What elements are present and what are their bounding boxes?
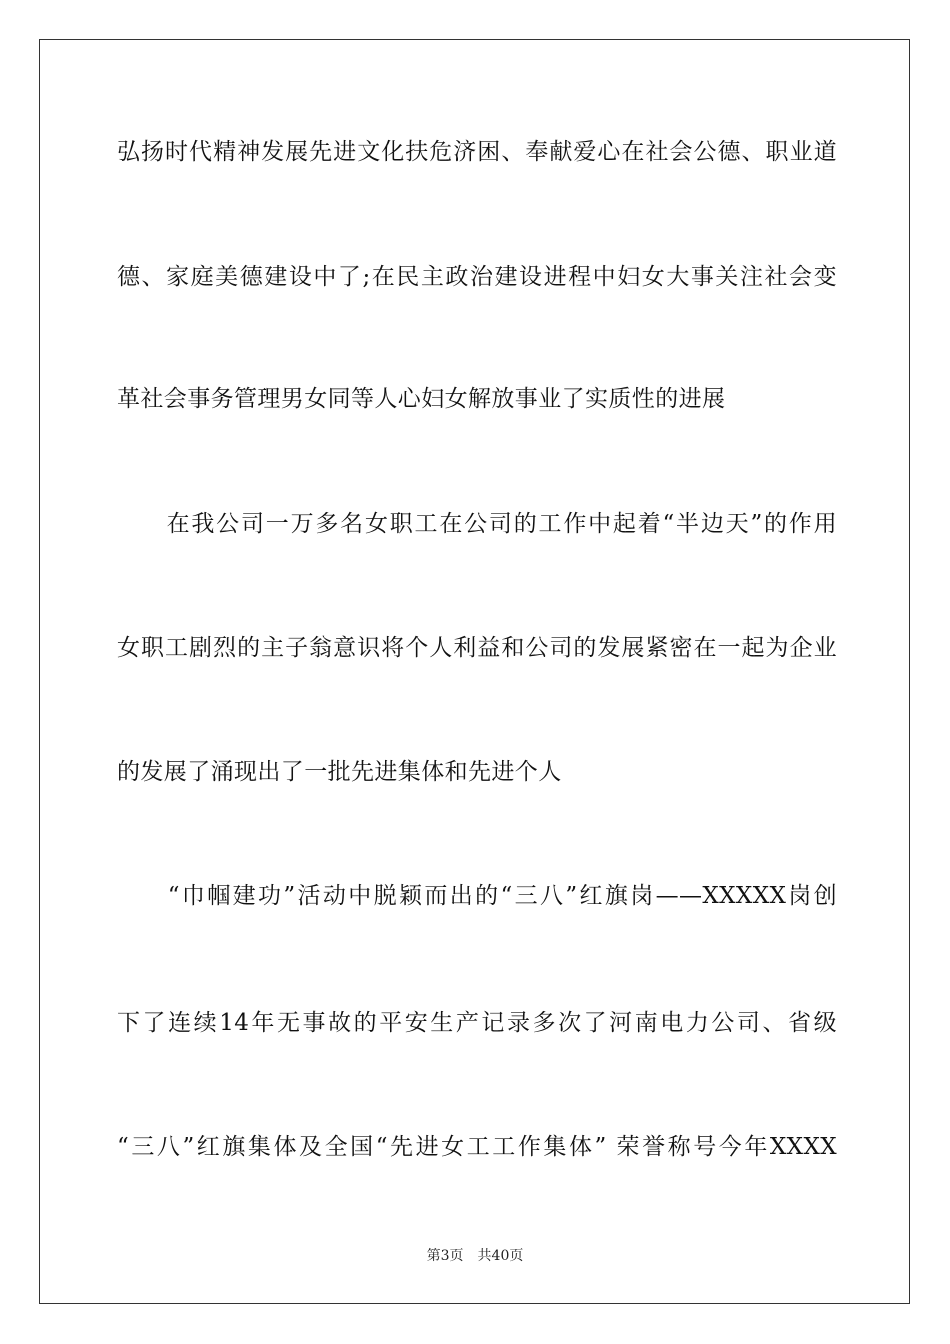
text-line: 革社会事务管理男女同等人心妇女解放事业了实质性的进展 [117, 386, 726, 412]
text-line: 的发展了涌现出了一批先进集体和先进个人 [117, 759, 562, 785]
text-line: 女职工剧烈的主子翁意识将个人利益和公司的发展紧密在一起为企业 [117, 635, 837, 661]
text-line: “三八”红旗集体及全国“先进女工工作集体” 荣誉称号今年XXXX [117, 1134, 837, 1160]
text-line: 在我公司一万多名女职工在公司的工作中起着“半边天”的作用 [117, 511, 837, 537]
page-border [39, 39, 910, 1304]
page-number-footer: 第3页 共40页 [426, 1248, 524, 1264]
text-line: “巾帼建功”活动中脱颖而出的“三八”红旗岗——XXXXX岗创 [117, 883, 837, 909]
text-line: 德、家庭美德建设中了;在民主政治建设进程中妇女大事关注社会变 [117, 264, 837, 290]
text-line: 下了连续14年无事故的平安生产记录多次了河南电力公司、省级 [117, 1010, 837, 1036]
text-line: 弘扬时代精神发展先进文化扶危济困、奉献爱心在社会公德、职业道 [117, 139, 837, 165]
